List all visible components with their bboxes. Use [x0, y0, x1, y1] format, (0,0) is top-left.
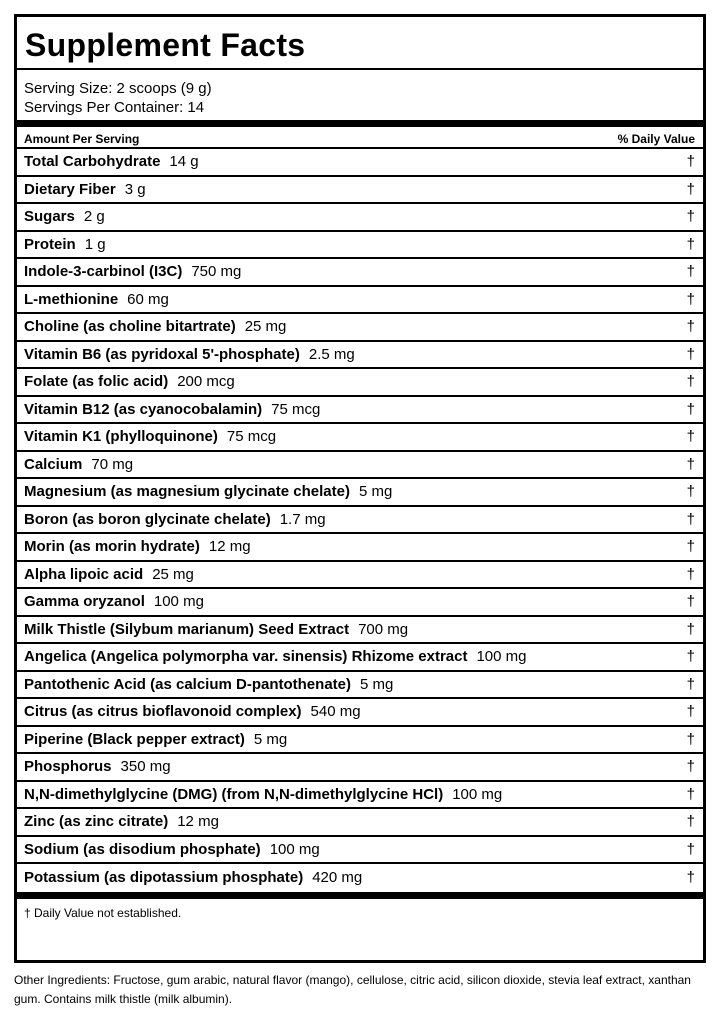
- nutrient-amount: 25 mg: [152, 565, 194, 583]
- nutrient-amount: 700 mg: [358, 620, 409, 638]
- nutrient-row: [17, 424, 703, 452]
- daily-value-dagger: †: [686, 648, 695, 666]
- daily-value-dagger: †: [686, 180, 695, 198]
- daily-value-dagger: †: [686, 483, 695, 501]
- panel-title: Supplement Facts: [17, 17, 703, 70]
- nutrient-name: L-methionine: [24, 290, 119, 308]
- daily-value-dagger: †: [686, 565, 695, 583]
- nutrient-name: Folate (as folic acid): [24, 373, 169, 391]
- nutrient-row: [17, 369, 703, 397]
- nutrient-row: [17, 177, 703, 205]
- thick-divider: [17, 120, 703, 127]
- amount-per-serving-label: Amount Per Serving: [24, 132, 140, 146]
- nutrient-list: [17, 149, 703, 892]
- nutrient-row: [17, 149, 703, 177]
- nutrient-row: [17, 479, 703, 507]
- nutrient-name: Piperine (Black pepper extract): [24, 730, 245, 748]
- nutrient-row: [17, 699, 703, 727]
- daily-value-dagger: †: [686, 703, 695, 721]
- nutrient-amount: 750 mg: [191, 263, 242, 281]
- daily-value-dagger: †: [686, 869, 695, 887]
- nutrient-amount: 12 mg: [208, 538, 251, 556]
- nutrient-name: N,N-dimethylglycine (DMG) (from N,N-dimethylglycine HCl): [24, 785, 444, 803]
- column-header: [17, 127, 703, 149]
- nutrient-amount: 75 mcg: [271, 400, 321, 418]
- supplement-facts-panel: [14, 14, 706, 963]
- nutrient-name: Alpha lipoic acid: [24, 565, 144, 583]
- daily-value-dagger: †: [686, 510, 695, 528]
- nutrient-amount: 25 mg: [244, 318, 287, 336]
- nutrient-row: [17, 837, 703, 865]
- nutrient-amount: 1 g: [84, 235, 106, 253]
- daily-value-dagger: †: [686, 290, 695, 308]
- nutrient-name: Boron (as boron glycinate chelate): [24, 510, 271, 528]
- nutrient-amount: 5 mg: [253, 730, 288, 748]
- daily-value-dagger: †: [686, 675, 695, 693]
- daily-value-dagger: †: [686, 455, 695, 473]
- nutrient-amount: 14 g: [169, 153, 199, 171]
- nutrient-row: [17, 782, 703, 810]
- nutrient-row: [17, 754, 703, 782]
- daily-value-dagger: †: [686, 593, 695, 611]
- daily-value-dagger: †: [686, 428, 695, 446]
- nutrient-row: [17, 672, 703, 700]
- nutrient-name: Sugars: [24, 208, 75, 226]
- serving-size: Serving Size: 2 scoops (9 g): [24, 80, 212, 97]
- daily-value-dagger: †: [686, 620, 695, 638]
- nutrient-row: [17, 617, 703, 645]
- nutrient-name: Phosphorus: [24, 758, 112, 776]
- nutrient-amount: 540 mg: [310, 703, 361, 721]
- daily-value-dagger: †: [686, 263, 695, 281]
- nutrient-row: [17, 809, 703, 837]
- nutrient-name: Total Carbohydrate: [24, 153, 161, 171]
- daily-value-dagger: †: [686, 400, 695, 418]
- daily-value-dagger: †: [686, 153, 695, 171]
- nutrient-row: [17, 452, 703, 480]
- daily-value-dagger: †: [686, 840, 695, 858]
- daily-value-label: % Daily Value: [617, 132, 695, 146]
- nutrient-row: [17, 204, 703, 232]
- nutrient-row: [17, 259, 703, 287]
- nutrient-name: Sodium (as disodium phosphate): [24, 840, 261, 858]
- daily-value-dagger: †: [686, 345, 695, 363]
- nutrient-row: [17, 397, 703, 425]
- nutrient-name: Gamma oryzanol: [24, 593, 145, 611]
- nutrient-row: [17, 727, 703, 755]
- servings-per-container: Servings Per Container: 14: [24, 99, 205, 116]
- nutrient-row: [17, 644, 703, 672]
- nutrient-amount: 75 mcg: [226, 428, 277, 446]
- daily-value-dagger: †: [686, 730, 695, 748]
- nutrient-name: Protein: [24, 235, 76, 253]
- daily-value-dagger: †: [686, 373, 695, 391]
- daily-value-dagger: †: [686, 758, 695, 776]
- nutrient-row: [17, 314, 703, 342]
- nutrient-amount: 100 mg: [153, 593, 204, 611]
- nutrient-row: [17, 562, 703, 590]
- nutrient-amount: 5 mg: [358, 483, 393, 501]
- nutrient-amount: 2 g: [83, 208, 105, 226]
- other-ingredients: Other Ingredients: Fructose, gum arabic, natural flavor (mango), cellulose, citric acid, silicon dioxide, stevia leaf extract, xanthan gum. Contains milk thistle (milk albumin).: [14, 973, 691, 1006]
- nutrient-name: Indole-3-carbinol (I3C): [24, 263, 183, 281]
- nutrient-amount: 5 mg: [360, 675, 394, 693]
- nutrient-amount: 100 mg: [476, 648, 527, 666]
- nutrient-row: [17, 342, 703, 370]
- nutrient-amount: 100 mg: [269, 840, 320, 858]
- nutrient-name: Vitamin K1 (phylloquinone): [24, 428, 218, 446]
- nutrient-amount: 1.7 mg: [279, 510, 326, 528]
- nutrient-name: Zinc (as zinc citrate): [24, 813, 169, 831]
- nutrient-name: Potassium (as dipotassium phosphate): [24, 869, 304, 887]
- nutrient-name: Magnesium (as magnesium glycinate chelate): [24, 483, 350, 501]
- nutrient-row: [17, 589, 703, 617]
- serving-info: [17, 70, 703, 120]
- nutrient-amount: 350 mg: [120, 758, 171, 776]
- daily-value-dagger: †: [686, 318, 695, 336]
- nutrient-name: Citrus (as citrus bioflavonoid complex): [24, 703, 302, 721]
- nutrient-name: Angelica (Angelica polymorpha var. sinensis) Rhizome extract: [24, 648, 468, 666]
- nutrient-row: [17, 534, 703, 562]
- nutrient-row: [17, 507, 703, 535]
- nutrient-name: Vitamin B6 (as pyridoxal 5'-phosphate): [24, 345, 300, 363]
- daily-value-dagger: †: [686, 785, 695, 803]
- daily-value-dagger: †: [686, 538, 695, 556]
- nutrient-amount: 3 g: [124, 180, 146, 198]
- nutrient-amount: 70 mg: [91, 455, 134, 473]
- nutrient-name: Vitamin B12 (as cyanocobalamin): [24, 400, 263, 418]
- nutrient-row: [17, 864, 703, 892]
- nutrient-amount: 2.5 mg: [308, 345, 355, 363]
- nutrient-amount: 12 mg: [177, 813, 219, 831]
- nutrient-name: Choline (as choline bitartrate): [24, 318, 236, 336]
- nutrient-amount: 420 mg: [312, 869, 363, 887]
- nutrient-name: Morin (as morin hydrate): [24, 538, 200, 556]
- nutrient-name: Calcium: [24, 455, 83, 473]
- nutrient-amount: 200 mcg: [177, 373, 235, 391]
- nutrient-row: [17, 287, 703, 315]
- footnote: † Daily Value not established.: [24, 905, 182, 920]
- nutrient-name: Milk Thistle (Silybum marianum) Seed Extract: [24, 620, 350, 638]
- nutrient-amount: 100 mg: [452, 785, 503, 803]
- nutrient-row: [17, 232, 703, 260]
- daily-value-dagger: †: [686, 208, 695, 226]
- nutrient-name: Dietary Fiber: [24, 180, 116, 198]
- daily-value-dagger: †: [686, 813, 695, 831]
- daily-value-dagger: †: [686, 235, 695, 253]
- nutrient-name: Pantothenic Acid (as calcium D-pantothenate): [24, 675, 351, 693]
- bottom-thick-divider: [17, 892, 703, 899]
- nutrient-amount: 60 mg: [127, 290, 169, 308]
